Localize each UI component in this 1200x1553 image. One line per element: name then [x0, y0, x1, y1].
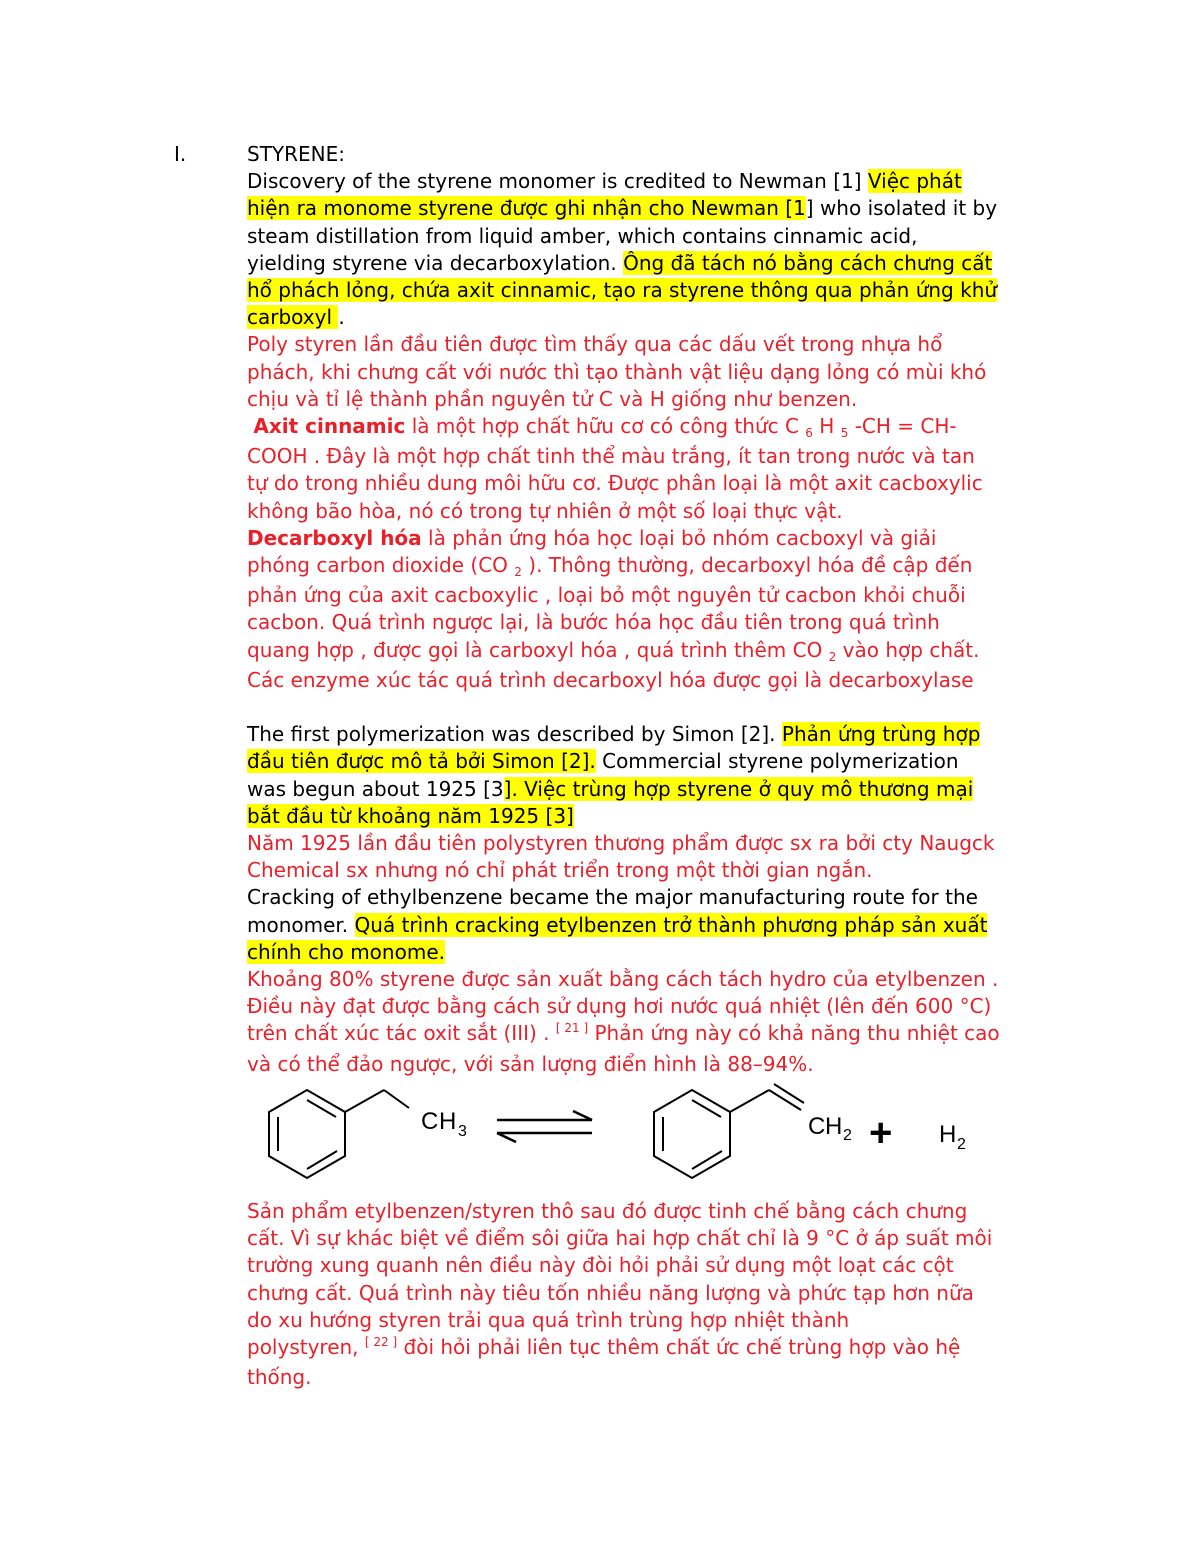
highlighted-text: Quá trình cracking etylbenzen trở thành phương pháp sản xuất [354, 912, 988, 937]
plus-sign: + [869, 1110, 893, 1155]
paragraph-line: phách, khi chưng cất với nước thì tạo thành vật liệu dạng lỏng có mùi khó [247, 359, 987, 384]
paragraph-line: carboxyl . [247, 305, 345, 330]
product-subscript: 2 [843, 1126, 852, 1144]
benzene-ring-product [654, 1084, 804, 1178]
paragraph-line: Axit cinnamic là một hợp chất hữu cơ có công thức C $_6$ H $_5$ -CH = CH- [253, 414, 957, 441]
paragraph-line: Các enzyme xúc tác quá trình decarboxyl hóa được gọi là decarboxylase [247, 667, 974, 692]
highlighted-text: Phản ứng trùng hợp [781, 722, 981, 747]
paragraph-line: The first polymerization was described by Simon [2]. Phản ứng trùng hợp [247, 722, 981, 747]
highlighted-text: chính cho monome. [247, 939, 445, 964]
benzene-ring-reactant [269, 1090, 409, 1178]
paragraph-line: do xu hướng styren trải qua quá trình trùng hợp nhiệt thành [247, 1307, 850, 1332]
highlighted-text: hổ phách lỏng, chứa axit cinnamic, tạo ra styrene thông qua phản ứng khử [247, 278, 998, 303]
paragraph-line: Cracking of ethylbenzene became the major manufacturing route for the [247, 885, 978, 910]
paragraph-line: chịu và tỉ lệ thành phần nguyên tử C và H giống như benzen. [247, 386, 858, 411]
highlighted-text: ]. Việc trùng hợp styrene ở quy mô thương mại [503, 776, 974, 801]
highlighted-text: đầu tiên được mô tả bởi Simon [2]. [247, 749, 596, 774]
highlighted-text: hiện ra monome styrene được ghi nhận cho Newman [1 [247, 196, 806, 221]
product-c-label: C [808, 1112, 826, 1140]
section-title: STYRENE: [247, 142, 345, 166]
paragraph-line: chưng cất. Quá trình này tiêu tốn nhiều năng lượng và phức tạp hơn nữa [247, 1280, 974, 1305]
paragraph-line: quang hợp , được gọi là carboxyl hóa , quá trình thêm CO $_2$ vào hợp chất. [247, 637, 980, 664]
paragraph-line [247, 939, 1077, 966]
h2-label: H [939, 1120, 957, 1148]
paragraph-line: polystyren, [ 22 ] đòi hỏi phải liên tục thêm chất ức chế trùng hợp vào hệ [247, 1334, 961, 1359]
reactant-h-label: H [439, 1107, 457, 1135]
blank-line [247, 694, 1077, 721]
citation: [ 22 ] [364, 1334, 398, 1349]
h2-subscript: 2 [957, 1135, 966, 1153]
paragraph-line: Điều này đạt được bằng cách sử dụng hơi nước quá nhiệt (lên đến 600 °C) [247, 994, 992, 1019]
paragraph-line: trên chất xúc tác oxit sắt (III) . [ 21 ] Phản ứng này có khả năng thu nhiệt cao [247, 1021, 1000, 1046]
paragraph-line: Năm 1925 lần đầu tiên polystyren thương phẩm được sx ra bởi cty Naugck [247, 831, 995, 856]
paragraph-line: không bão hòa, nó có trong tự nhiên ở một số loại thực vật. [247, 498, 843, 523]
paragraph-line: was begun about 1925 [3]. Việc trùng hợp styrene ở quy mô thương mại [247, 776, 974, 801]
paragraph-line: đầu tiên được mô tả bởi Simon [2]. Commercial styrene polymerization [247, 749, 959, 774]
paragraph-line: Poly styren lần đầu tiên được tìm thấy qua các dấu vết trong nhựa hổ [247, 332, 943, 357]
equilibrium-arrow-icon [497, 1111, 592, 1142]
term-decarboxyl: Decarboxyl hóa [247, 525, 422, 550]
paragraph-line: yielding styrene via decarboxylation. Ông đã tách nó bằng cách chưng cất [247, 250, 993, 275]
paragraph-line: trường xung quanh nên điều này đòi hỏi phải sử dụng một loạt các cột [247, 1253, 954, 1278]
paragraph-line: Decarboxyl hóa là phản ứng hóa học loại bỏ nhóm cacboxyl và giải [247, 525, 937, 550]
paragraph-line: và có thể đảo ngược, với sản lượng điển hình là 88–94%. [247, 1051, 814, 1076]
paragraph-line: steam distillation from liquid amber, which contains cinnamic acid, [247, 223, 918, 248]
paragraph-line: phản ứng của axit cacboxylic , loại bỏ một nguyên tử cacbon khỏi chuỗi [247, 583, 966, 608]
term-axit-cinnamic: Axit cinnamic [253, 414, 406, 439]
highlighted-text: Ông đã tách nó bằng cách chưng cất [623, 250, 993, 275]
paragraph-line: Chemical sx nhưng nó chỉ phát triển trong một thời gian ngắn. [247, 858, 873, 883]
paragraph-line: monomer. Quá trình cracking etylbenzen trở thành phương pháp sản xuất [247, 912, 988, 937]
paragraph-line [247, 277, 1077, 304]
paragraph-line: Sản phẩm etylbenzen/styren thô sau đó được tinh chế bằng cách chưng [247, 1198, 968, 1223]
paragraph-line: Khoảng 80% styrene được sản xuất bằng cách tách hydro của etylbenzen . [247, 967, 999, 992]
reaction-svg [247, 1078, 1077, 1198]
paragraph-line: COOH . Đây là một hợp chất tinh thể màu trắng, ít tan trong nước và tan [247, 444, 975, 469]
paragraph-line: Discovery of the styrene monomer is credited to Newman [1] Việc phát [247, 169, 962, 194]
product-h-label: H [825, 1112, 843, 1140]
paragraph-line: cacbon. Quá trình ngược lại, là bước hóa học đầu tiên trong quá trình [247, 610, 940, 635]
highlighted-text: Việc phát [867, 169, 962, 194]
reactant-c-label: C [421, 1107, 439, 1135]
paragraph-line [247, 803, 1077, 830]
document-body [247, 141, 1077, 1391]
highlighted-text: bắt đầu từ khoảng năm 1925 [3] [247, 803, 574, 828]
paragraph-line: thống. [247, 1365, 312, 1390]
paragraph-line: hiện ra monome styrene được ghi nhận cho Newman [1] who isolated it by [247, 196, 998, 221]
highlighted-text: carboxyl [247, 305, 339, 330]
paragraph-line: cất. Vì sự khác biệt về điểm sôi giữa hai hợp chất chỉ là 9 °C ở áp suất môi [247, 1226, 993, 1251]
paragraph-line: phóng carbon dioxide (CO $_2$ ). Thông thường, decarboxyl hóa đề cập đến [247, 553, 973, 580]
paragraph-line: tự do trong nhiều dung môi hữu cơ. Được phân loại là một axit cacboxylic [247, 471, 983, 496]
section-number: I. [174, 142, 187, 166]
reaction-diagram [247, 1078, 1077, 1198]
reactant-subscript: 3 [458, 1122, 467, 1140]
citation: [ 21 ] [555, 1021, 589, 1036]
